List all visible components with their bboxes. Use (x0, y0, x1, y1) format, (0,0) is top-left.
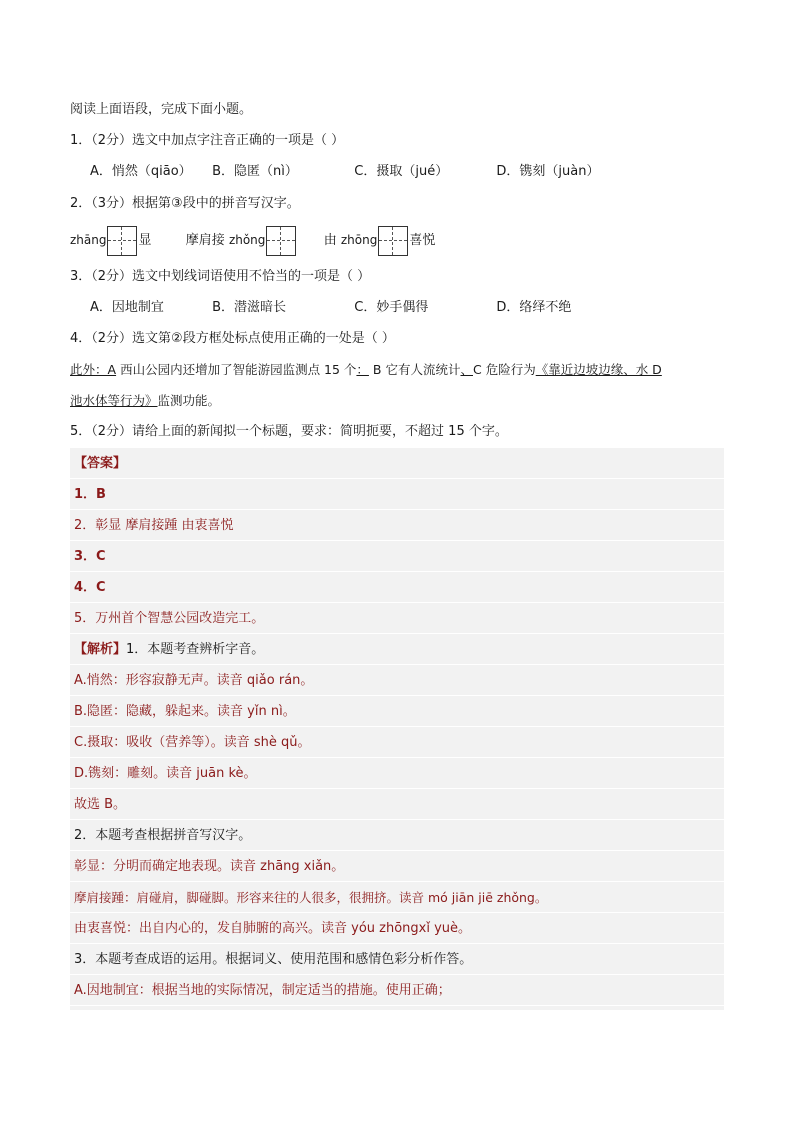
q4-passage-line-2 (70, 391, 220, 411)
analysis-line: 摩肩接踵：肩碰肩，脚碰脚。形容来往的人很多，很拥挤。读音 mó jiān jiē zhǒng。 (74, 890, 548, 905)
q4-mark-b: ： (356, 362, 369, 377)
q4-text-g: C 危险行为 (473, 362, 536, 377)
q2-pinyin-2: zhǒng (228, 233, 266, 247)
answer-1: 1．B (74, 487, 106, 502)
q2-prefix-3: 由 (323, 233, 337, 248)
q4-mark-a: ：A (95, 362, 117, 377)
q1-option-c[interactable]: C．摄取（jué） (354, 164, 449, 179)
q1-option-a[interactable]: A．悄然（qiāo） (90, 164, 192, 179)
analysis-line: 故选 B。 (74, 797, 127, 812)
analysis-tag: 【解析】 (74, 642, 127, 657)
analysis-line: B.隐匿：隐藏，躲起来。读音 yǐn nì。 (74, 704, 296, 719)
q4-text-c: 西山公园内还增加了智能游园监测点 15 个 (120, 362, 357, 377)
analysis-intro: 1．本题考查辨析字音。 (126, 642, 265, 657)
q1-option-b[interactable]: B．隐匿（nì） (212, 164, 298, 179)
q2-pinyin-3: zhōng (340, 233, 378, 247)
q2-char-box-3[interactable] (378, 226, 408, 256)
q3-options (90, 298, 571, 318)
q3-option-b[interactable]: B．潜滋暗长 (212, 300, 287, 315)
q4-stem: 4．（2分）选文第②段方框处标点使用正确的一处是（ ） (70, 331, 395, 346)
analysis-line: 彰显：分明而确定地表现。读音 zhāng xiǎn。 (74, 859, 345, 874)
q3-option-d[interactable]: D．络绎不绝 (496, 300, 572, 315)
q3-option-c[interactable]: C．妙手偶得 (354, 300, 429, 315)
q1-stem: 1．（2分）选文中加点字注音正确的一项是（ ） (70, 133, 345, 148)
answer-4: 4．C (74, 580, 106, 595)
q2-suffix-3: 喜悦 (409, 233, 436, 248)
analysis-line: D.镌刻：雕刻。读音 juān kè。 (74, 766, 257, 781)
q2-prefix-2: 摩肩接 (185, 233, 225, 248)
analysis-line: A.因地制宜：根据当地的实际情况，制定适当的措施。使用正确； (74, 983, 451, 998)
q4-text-a: 此外 (70, 362, 96, 377)
q1-option-d[interactable]: D．镌刻（juàn） (496, 164, 600, 179)
q5-stem: 5．（2分）请给上面的新闻拟一个标题，要求：简明扼要，不超过 15 个字。 (70, 424, 508, 439)
q4-mark-c: 、 (460, 362, 473, 377)
answer-3: 3．C (74, 549, 106, 564)
q2-blanks (70, 224, 435, 257)
q4-text-line2-a: 池水体等行为》 (70, 393, 158, 408)
q1-options (90, 162, 600, 182)
q4-text-h: 《靠近边坡边缘、水 D (535, 362, 662, 377)
q4-text-line2-b: 监测功能。 (157, 393, 221, 408)
analysis-line: C.摄取：吸收（营养等）。读音 shè qǔ。 (74, 735, 311, 750)
q3-stem: 3．（2分）选文中划线词语使用不恰当的一项是（ ） (70, 269, 371, 284)
analysis-first-line (74, 640, 264, 660)
answer-header: 【答案】 (74, 456, 127, 471)
q2-suffix-1: 显 (138, 233, 152, 248)
answer-2: 2．彰显 摩肩接踵 由衷喜悦 (74, 518, 234, 533)
answer-section (70, 448, 724, 1010)
analysis-line: 2．本题考查根据拼音写汉字。 (74, 828, 252, 843)
q2-pinyin-1: zhāng (70, 233, 107, 247)
q3-option-a[interactable]: A．因地制宜 (90, 300, 164, 315)
analysis-line: 3．本题考查成语的运用。根据词义、使用范围和感情色彩分析作答。 (74, 952, 473, 967)
q4-passage-line-1 (70, 360, 662, 380)
analysis-line: 由衷喜悦：出自内心的，发自肺腑的高兴。读音 yóu zhōngxǐ yuè。 (74, 921, 472, 936)
q4-text-e: B 它有人流统计 (372, 362, 461, 377)
q2-char-box-2[interactable] (266, 226, 296, 256)
q2-stem: 2．（3分）根据第③段中的拼音写汉字。 (70, 196, 300, 211)
q2-char-box-1[interactable] (107, 226, 137, 256)
intro-text: 阅读上面语段，完成下面小题。 (70, 102, 253, 117)
analysis-line: A.悄然：形容寂静无声。读音 qiǎo rán。 (74, 673, 314, 688)
answer-5: 5．万州首个智慧公园改造完工。 (74, 611, 265, 626)
